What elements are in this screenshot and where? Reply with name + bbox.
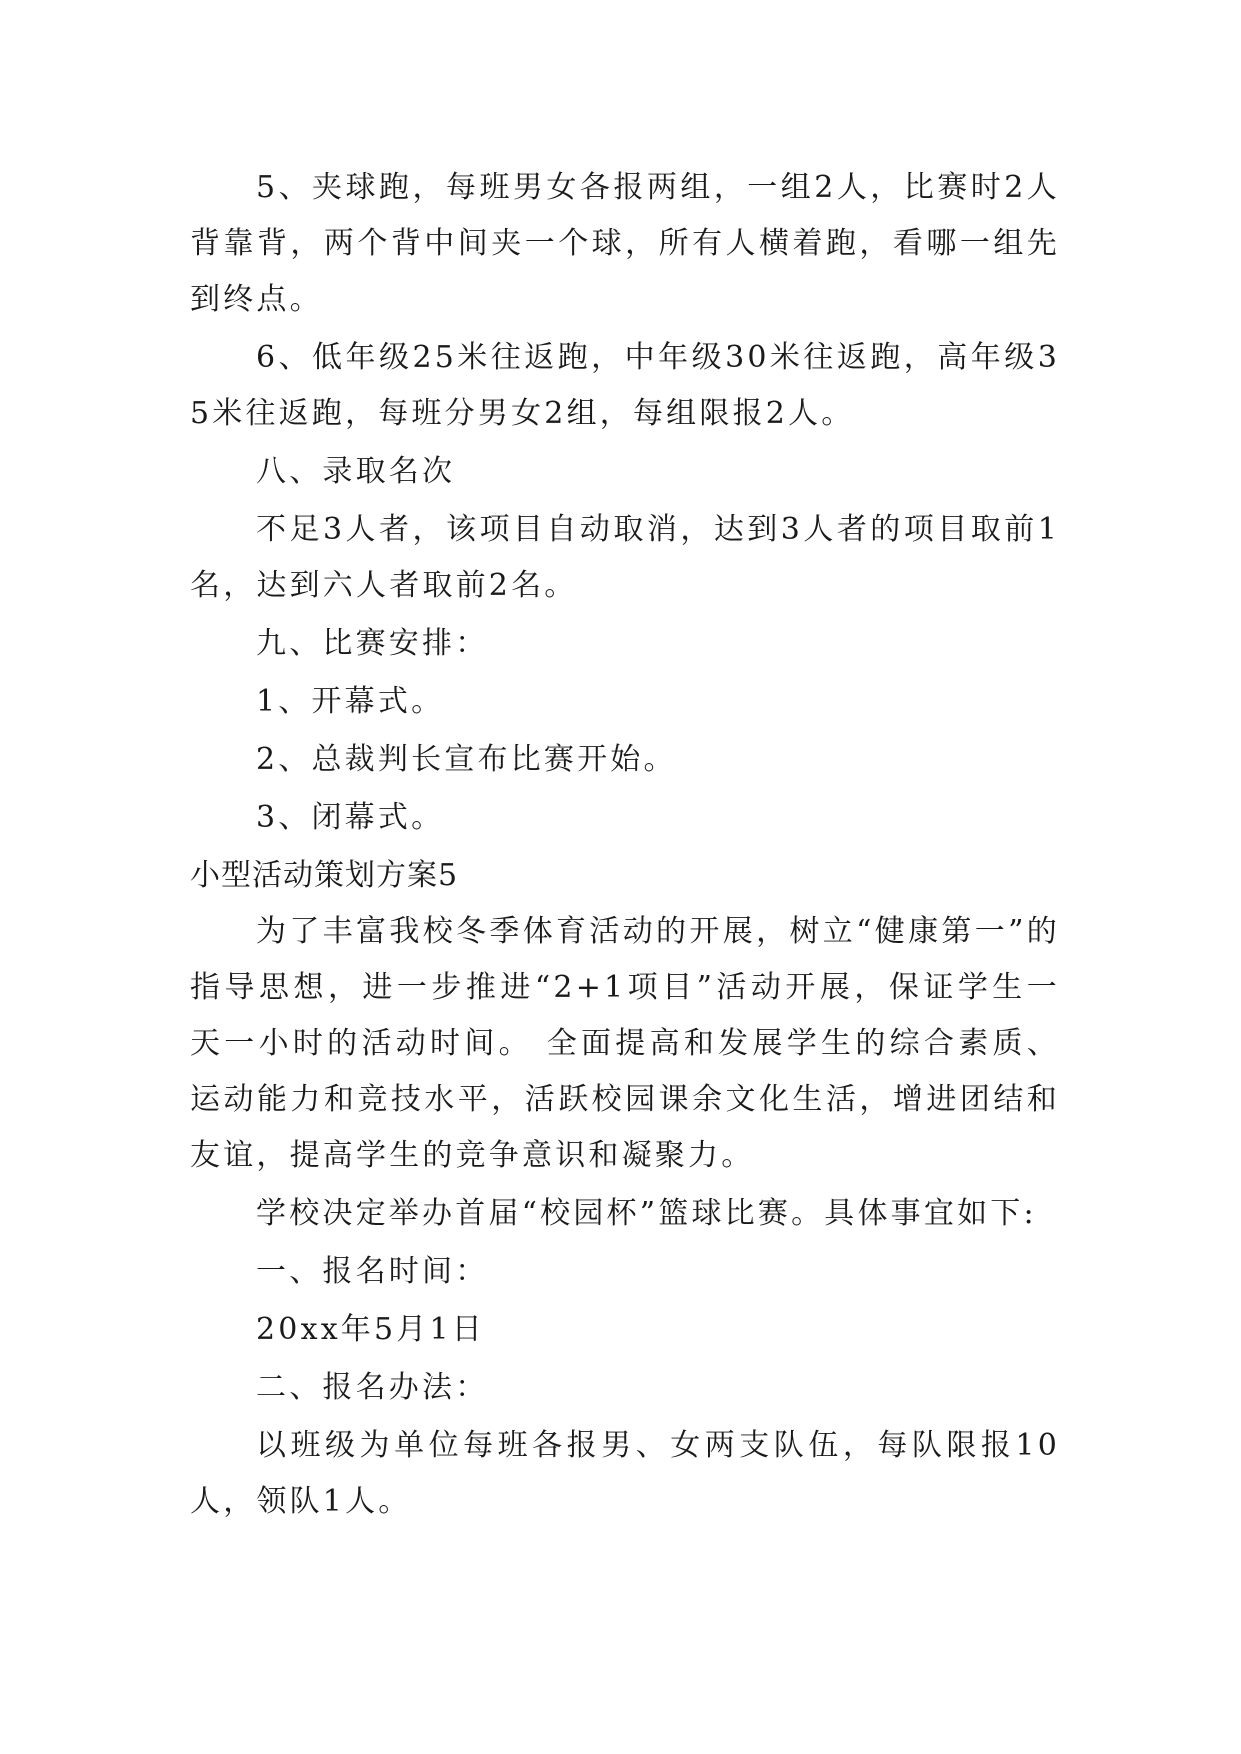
schedule-item-opening: 1、开幕式。	[256, 684, 445, 719]
paragraph-purpose: 为了丰富我校冬季体育活动的开展，树立“健康第一”的指导思想，进一步推进“2+1项目”活动开展，保证学生一天一小时的活动时间。 全面提高和发展学生的综合素质、运动能力和竞技水平，活跃校园课余文化生活，增进团结和友谊，提高学生的竞争意识和凝聚力。	[190, 914, 1060, 1173]
schedule-item-start: 2、总裁判长宣布比赛开始。	[256, 742, 677, 777]
heading-schedule: 九、比赛安排：	[256, 626, 489, 661]
schedule-item-closing: 3、闭幕式。	[256, 800, 445, 835]
document-body	[190, 160, 1060, 1532]
paragraph-decision: 学校决定举办首届“校园杯”篮球比赛。具体事宜如下:	[256, 1196, 1037, 1231]
paragraph-clip-ball-race: 5、夹球跑，每班男女各报两组，一组2人，比赛时2人背靠背，两个背中间夹一个球，所有人横着跑，看哪一组先到终点。	[190, 170, 1060, 317]
heading-ranking: 八、录取名次	[256, 454, 456, 489]
registration-date: 20xx年5月1日	[256, 1312, 485, 1347]
heading-registration-time: 一、报名时间：	[256, 1254, 489, 1289]
heading-registration-method: 二、报名办法：	[256, 1370, 489, 1405]
paragraph-ranking-rules: 不足3人者，该项目自动取消，达到3人者的项目取前1名，达到六人者取前2名。	[190, 512, 1060, 603]
paragraph-registration-method: 以班级为单位每班各报男、女两支队伍，每队限报10人，领队1人。	[190, 1428, 1060, 1519]
paragraph-shuttle-run: 6、低年级25米往返跑，中年级30米往返跑，高年级35米往返跑，每班分男女2组，每组限报2人。	[190, 340, 1060, 431]
section-title: 小型活动策划方案5	[190, 858, 459, 893]
